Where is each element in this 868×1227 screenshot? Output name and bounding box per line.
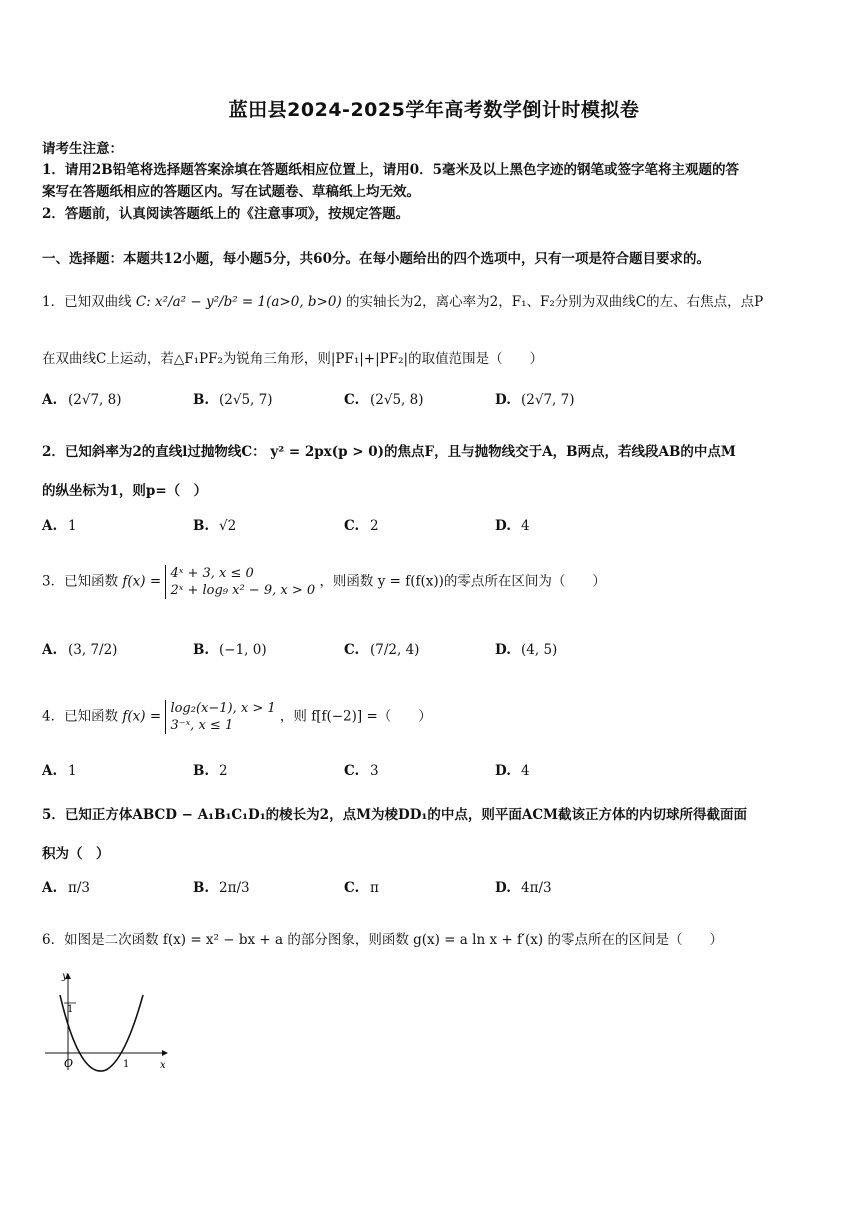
q3-option-a[interactable]: A. (3, 7/2) <box>42 642 118 658</box>
question-4-line-1 <box>42 700 432 734</box>
q1-option-a[interactable]: A. (2√7, 8) <box>42 392 122 408</box>
q1-line1-rest: 的实轴长为2，离心率为2，F₁、F₂分别为双曲线C的左、右焦点，点P <box>346 294 764 310</box>
question-4-options <box>42 763 842 793</box>
q2-option-a[interactable]: A. 1 <box>42 518 77 534</box>
parabola-graph <box>40 965 170 1075</box>
question-1-line-1 <box>42 290 763 310</box>
question-1-options <box>42 392 842 422</box>
q3-piecewise <box>165 565 315 599</box>
q3-rest: ，则函数 y = f(f(x))的零点所在区间为（ ） <box>319 573 606 590</box>
section-heading: 一、选择题：本题共12小题，每小题5分，共60分。在每小题给出的四个选项中，只有一项是符合题目要求的。 <box>42 251 710 267</box>
q5-option-c[interactable]: C. π <box>344 880 379 896</box>
q5-option-a[interactable]: A. π/3 <box>42 880 91 896</box>
q4-prefix: 4．已知函数 <box>42 708 119 725</box>
q4-piecewise <box>165 700 275 734</box>
q5-option-b[interactable]: B. 2π/3 <box>193 880 250 896</box>
q1-prefix: 1．已知双曲线 <box>42 294 132 310</box>
notice-item-1b: 案写在答题纸相应的答题区内。写在试题卷、草稿纸上均无效。 <box>42 184 420 200</box>
q3-option-d[interactable]: D. (4, 5) <box>495 642 558 658</box>
q2-option-c[interactable]: C. 2 <box>344 518 379 534</box>
q2-option-d[interactable]: D. 4 <box>495 518 530 534</box>
q1-option-d[interactable]: D. (2√7, 7) <box>495 392 575 408</box>
q3-fx: f(x) = <box>122 573 162 590</box>
q4-option-c[interactable]: C. 3 <box>344 763 379 779</box>
notice-item-1a: 1．请用2B铅笔将选择题答案涂填在答题纸相应位置上，请用0．5毫米及以上黑色字迹的钢笔或签字笔将主观题的答 <box>42 162 739 178</box>
q1-formula: C: x²/a² − y²/b² = 1(a>0, b>0) <box>135 294 342 310</box>
page-title: 蓝田县2024-2025学年高考数学倒计时模拟卷 <box>228 99 640 121</box>
question-2-options <box>42 518 842 548</box>
q3-case-1: 4ˣ + 3, x ≤ 0 <box>170 566 254 581</box>
q1-option-c[interactable]: C. (2√5, 8) <box>344 392 424 408</box>
question-6-line-1: 6．如图是二次函数 f(x) = x² − bx + a 的部分图象，则函数 g(x) = a ln x + f′(x) 的零点所在的区间是（ ） <box>42 932 723 948</box>
question-2-line-1: 2．已知斜率为2的直线l过抛物线C： y² = 2px(p > 0)的焦点F，且与抛物线交于A，B两点，若线段AB的中点M <box>42 444 736 460</box>
q2-option-b[interactable]: B. √2 <box>193 518 237 534</box>
notice-heading: 请考生注意： <box>42 141 123 157</box>
x-tick-label: 1 <box>123 1059 130 1070</box>
q4-fx: f(x) = <box>122 708 162 725</box>
y-tick-label: 1 <box>67 1004 74 1015</box>
x-axis-label: x <box>160 1060 166 1071</box>
q4-rest: ，则 f[f(−2)] =（ ） <box>279 708 432 725</box>
y-axis-label: y <box>62 971 68 982</box>
q3-case-2: 2ˣ + log₉ x² − 9, x > 0 <box>170 583 316 598</box>
question-5-line-1: 5．已知正方体ABCD − A₁B₁C₁D₁的棱长为2，点M为棱DD₁的中点，则平面ACM截该正方体的内切球所得截面面 <box>42 807 748 823</box>
question-5-options <box>42 880 842 910</box>
q3-prefix: 3．已知函数 <box>42 573 119 590</box>
q4-case-2: 3⁻ˣ, x ≤ 1 <box>170 718 234 733</box>
question-2-line-2: 的纵坐标为1，则p=（ ） <box>42 483 208 499</box>
q4-option-d[interactable]: D. 4 <box>495 763 530 779</box>
question-3-line-1 <box>42 565 606 599</box>
q5-option-d[interactable]: D. 4π/3 <box>495 880 552 896</box>
origin-label: O <box>64 1057 74 1070</box>
q4-option-a[interactable]: A. 1 <box>42 763 77 779</box>
q3-option-b[interactable]: B. (−1, 0) <box>193 642 267 658</box>
question-1-line-2: 在双曲线C上运动，若△F₁PF₂为锐角三角形，则|PF₁|+|PF₂|的取值范围是（ ） <box>42 351 544 367</box>
x-axis-arrow <box>162 1050 168 1056</box>
question-5-line-2: 积为（ ） <box>42 846 110 862</box>
q1-option-b[interactable]: B. (2√5, 7) <box>193 392 273 408</box>
q3-option-c[interactable]: C. (7/2, 4) <box>344 642 420 658</box>
q4-option-b[interactable]: B. 2 <box>193 763 228 779</box>
question-3-options <box>42 642 842 672</box>
notice-item-2: 2．答题前，认真阅读答题纸上的《注意事项》，按规定答题。 <box>42 206 410 222</box>
q4-case-1: log₂(x−1), x > 1 <box>170 701 276 716</box>
